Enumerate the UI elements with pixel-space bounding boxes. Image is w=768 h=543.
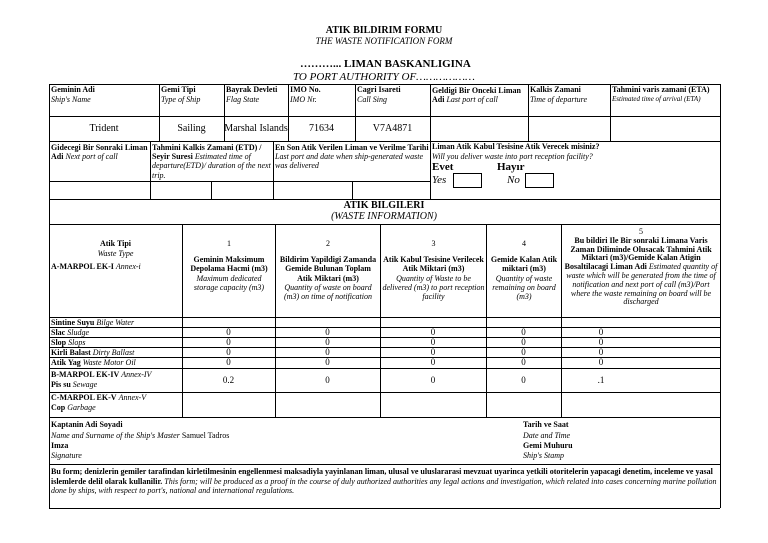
ship-name-value[interactable]: Trident xyxy=(89,123,119,134)
imo-label: IMO No. xyxy=(290,85,321,94)
sewage-col-2[interactable]: 0 xyxy=(325,375,330,385)
slops-col-1[interactable]: 0 xyxy=(226,337,231,347)
ship-type-label-en: Type of Ship xyxy=(161,95,201,104)
col-1-subtitle: Maximum dedicated storage capacity (m3) xyxy=(193,273,265,292)
sludge-col-1[interactable]: 0 xyxy=(226,327,231,337)
waste-info-title-en: (WASTE INFORMATION) xyxy=(331,211,437,222)
col-3-title: Atik Kabul Tesisine Verilecek Atik Miktari (m3) xyxy=(383,255,484,274)
oil-col-1[interactable]: 0 xyxy=(226,357,231,367)
waste-row-label-slops: Slop Slops xyxy=(51,338,86,347)
callsign-label: Cagri Isareti xyxy=(357,85,401,94)
port-authority-title-en: TO PORT AUTHORITY OF……………… xyxy=(293,71,475,83)
date-label: Tarih ve Saat xyxy=(523,420,569,429)
waste-row-label-sewage: Pis su Sewage xyxy=(51,380,98,389)
signature-label-en: Signature xyxy=(51,451,82,460)
col-1-title: Geminin Maksimum Depolama Hacmi (m3) xyxy=(190,255,268,274)
col-3-number: 3 xyxy=(431,239,436,248)
waste-row-label-garbage: Cop Garbage xyxy=(51,403,96,412)
waste-row-label-annex-4: B-MARPOL EK-IV Annex-IV xyxy=(51,370,152,379)
callsign-label-en: Call Sing xyxy=(357,95,388,104)
sewage-col-1[interactable]: 0.2 xyxy=(222,375,235,385)
next-port-label-block xyxy=(51,143,149,161)
slops-col-2[interactable]: 0 xyxy=(325,337,330,347)
last-port-label: Geldigi Bir Onceki Liman Adi xyxy=(432,86,521,105)
col-3-header xyxy=(382,239,485,301)
col-4-subtitle: Quantity of waste remaining on board (m3) xyxy=(492,273,556,301)
last-delivery-label-en: Last port and date when ship-generated waste was delivered xyxy=(275,152,423,171)
ship-type-value[interactable]: Sailing xyxy=(177,123,206,134)
col-3-subtitle: Quantity of Waste to be delivered (m3) to port reception facility xyxy=(382,273,485,301)
sludge-col-4[interactable]: 0 xyxy=(521,327,526,337)
slops-col-3[interactable]: 0 xyxy=(430,337,436,347)
ballast-col-3[interactable]: 0 xyxy=(430,347,436,357)
master-name-value[interactable]: Samuel Tadros xyxy=(181,431,230,440)
waste-type-label: Atik Tipi xyxy=(99,239,132,248)
ship-type-label: Gemi Tipi xyxy=(161,85,196,94)
ballast-col-2[interactable]: 0 xyxy=(325,347,330,357)
master-name-label: Kaptanin Adi Soyadi xyxy=(51,420,123,429)
ballast-col-1[interactable]: 0 xyxy=(226,347,231,357)
imo-value[interactable]: 71634 xyxy=(309,123,334,134)
col-5-number: 5 xyxy=(639,227,643,236)
marpol-annex-1: A-MARPOL EK-I Annex-i xyxy=(51,262,141,271)
no-label-en: No xyxy=(507,174,520,186)
last-port-label-block xyxy=(432,86,527,104)
etd-label: Tahmini Kalkis Zamani (ETD) / Seyir Suresi xyxy=(152,143,262,162)
waste-type-label-en: Waste Type xyxy=(97,249,134,258)
port-authority-title: ………... LIMAN BASKANLIGINA xyxy=(300,58,471,70)
col-2-title: Bildirim Yapildigi Zamanda Gemide Bulunan Toplam Atik Miktari (m3) xyxy=(279,255,377,283)
col-2-subtitle: Quantity of waste on board (m3) on time of notification xyxy=(284,282,372,301)
oil-col-4[interactable]: 0 xyxy=(521,357,526,367)
yes-label: Evet xyxy=(432,161,454,173)
slops-col-5[interactable]: 0 xyxy=(598,337,604,347)
flag-state-value[interactable]: Marshal Islands xyxy=(224,123,288,134)
ballast-col-5[interactable]: 0 xyxy=(598,347,604,357)
oil-col-2[interactable]: 0 xyxy=(325,357,330,367)
next-port-label: Gidecegi Bir Sonraki Liman Adi xyxy=(51,143,148,162)
deliver-question: Liman Atik Kabul Tesisine Atik Verecek misiniz? xyxy=(432,142,600,151)
yes-checkbox[interactable] xyxy=(453,173,482,188)
slops-col-4[interactable]: 0 xyxy=(521,337,526,347)
col-1-header xyxy=(184,239,274,292)
last-delivery-label-block xyxy=(275,143,429,171)
waste-row-label-annex-5: C-MARPOL EK-V Annex-V xyxy=(51,393,147,402)
departure-label-en: Time of departure xyxy=(530,95,588,104)
stamp-label-en: Ship's Stamp xyxy=(523,451,565,460)
imo-label-en: IMO Nr. xyxy=(290,95,317,104)
deliver-question-en: Will you deliver waste into port reception facility? xyxy=(432,152,593,161)
yes-label-en: Yes xyxy=(432,174,447,186)
sewage-col-3[interactable]: 0 xyxy=(430,375,436,385)
ship-name-label: Geminin Adi xyxy=(51,85,95,94)
sewage-col-5[interactable]: .1 xyxy=(597,375,605,385)
callsign-value[interactable]: V7A4871 xyxy=(372,123,413,134)
departure-label: Kalkis Zamani xyxy=(530,85,581,94)
eta-label-en: Estimated time of arrival (ETA) xyxy=(612,95,701,103)
legal-notice xyxy=(51,467,717,496)
col-4-header xyxy=(488,239,560,301)
ballast-col-4[interactable]: 0 xyxy=(521,347,526,357)
waste-row-label-dirty-ballast: Kirli Balast Dirty Ballast xyxy=(51,348,135,357)
no-checkbox[interactable] xyxy=(525,173,554,188)
form-title: ATIK BILDIRIM FORMU xyxy=(325,25,443,36)
col-2-header xyxy=(277,239,379,301)
col-1-number: 1 xyxy=(227,239,231,248)
flag-state-label-en: Flag State xyxy=(226,95,260,104)
legal-notice-en: This form; will be produced as a proof in the course of duly authorized authorities any legal actions and investigation, which related into cases concerning marine pollution done by ships, with respect to port's, national and international regulations. xyxy=(51,476,717,496)
signature-label: Imza xyxy=(51,441,69,450)
ship-name-label-en: Ship's Name xyxy=(51,95,91,104)
col-5-subtitle: Estimated quantity of waste which will be generated from the time of notification and next port of call (m3)/Port where the waste remaining on board will be discharged xyxy=(566,262,718,307)
flag-state-label: Bayrak Devleti xyxy=(226,85,278,94)
sludge-col-3[interactable]: 0 xyxy=(430,327,436,337)
form-subtitle: THE WASTE NOTIFICATION FORM xyxy=(315,36,453,46)
oil-col-5[interactable]: 0 xyxy=(598,357,604,367)
stamp-label: Gemi Muhuru xyxy=(523,441,573,450)
waste-row-label-motor-oil: Atik Yag Waste Motor Oil xyxy=(51,358,136,367)
last-port-label-en: Last port of call xyxy=(446,95,498,105)
etd-label-block xyxy=(152,143,272,180)
col-4-number: 4 xyxy=(522,239,526,248)
waste-row-label-bilge: Sintine Suyu Bilge Water xyxy=(51,318,135,327)
no-label: Hayır xyxy=(497,161,525,173)
sludge-col-2[interactable]: 0 xyxy=(325,327,330,337)
eta-label: Tahmini varis zamani (ETA) xyxy=(612,85,710,94)
col-4-title: Gemide Kalan Atik miktari (m3) xyxy=(490,255,558,274)
sludge-col-5[interactable]: 0 xyxy=(598,327,604,337)
next-port-label-en: Next port of call xyxy=(65,152,118,162)
master-name-row: Name and Surname of the Ship's Master Samuel Tadros xyxy=(51,431,230,440)
etd-label-en: Estimated time of departure(ETD)/ duration of the next trip. xyxy=(152,152,271,180)
waste-row-label-sludge: Slac Sludge xyxy=(51,328,90,337)
col-5-header xyxy=(563,228,719,307)
oil-col-3[interactable]: 0 xyxy=(430,357,436,367)
col-5-title: Bu bildiri Ile Bir sonraki Limana Varis Zaman Diliminde Olusacak Tahmini Atik Miktari (m3)/Gemide Kalan Atigin Bosaltilacagi Liman Adi xyxy=(564,235,712,272)
waste-info-title: ATIK BILGILERI xyxy=(343,200,425,211)
legal-notice-tr: Bu form; denizlerin gemiler tarafindan kirletilmesinin engellenmesi maksadiyla yayinlanan liman, ulusal ve uluslararasi mevzuat uyarinca yetkili otoritelerin yapacagi denetim, inceleme ve yasal islemlerde delil olarak kullanilir. xyxy=(51,467,713,486)
sewage-col-4[interactable]: 0 xyxy=(521,375,526,385)
date-label-en: Date and Time xyxy=(523,431,571,440)
col-2-number: 2 xyxy=(326,239,330,248)
last-delivery-label: En Son Atik Verilen Liman ve Verilme Tarihi xyxy=(275,143,429,152)
